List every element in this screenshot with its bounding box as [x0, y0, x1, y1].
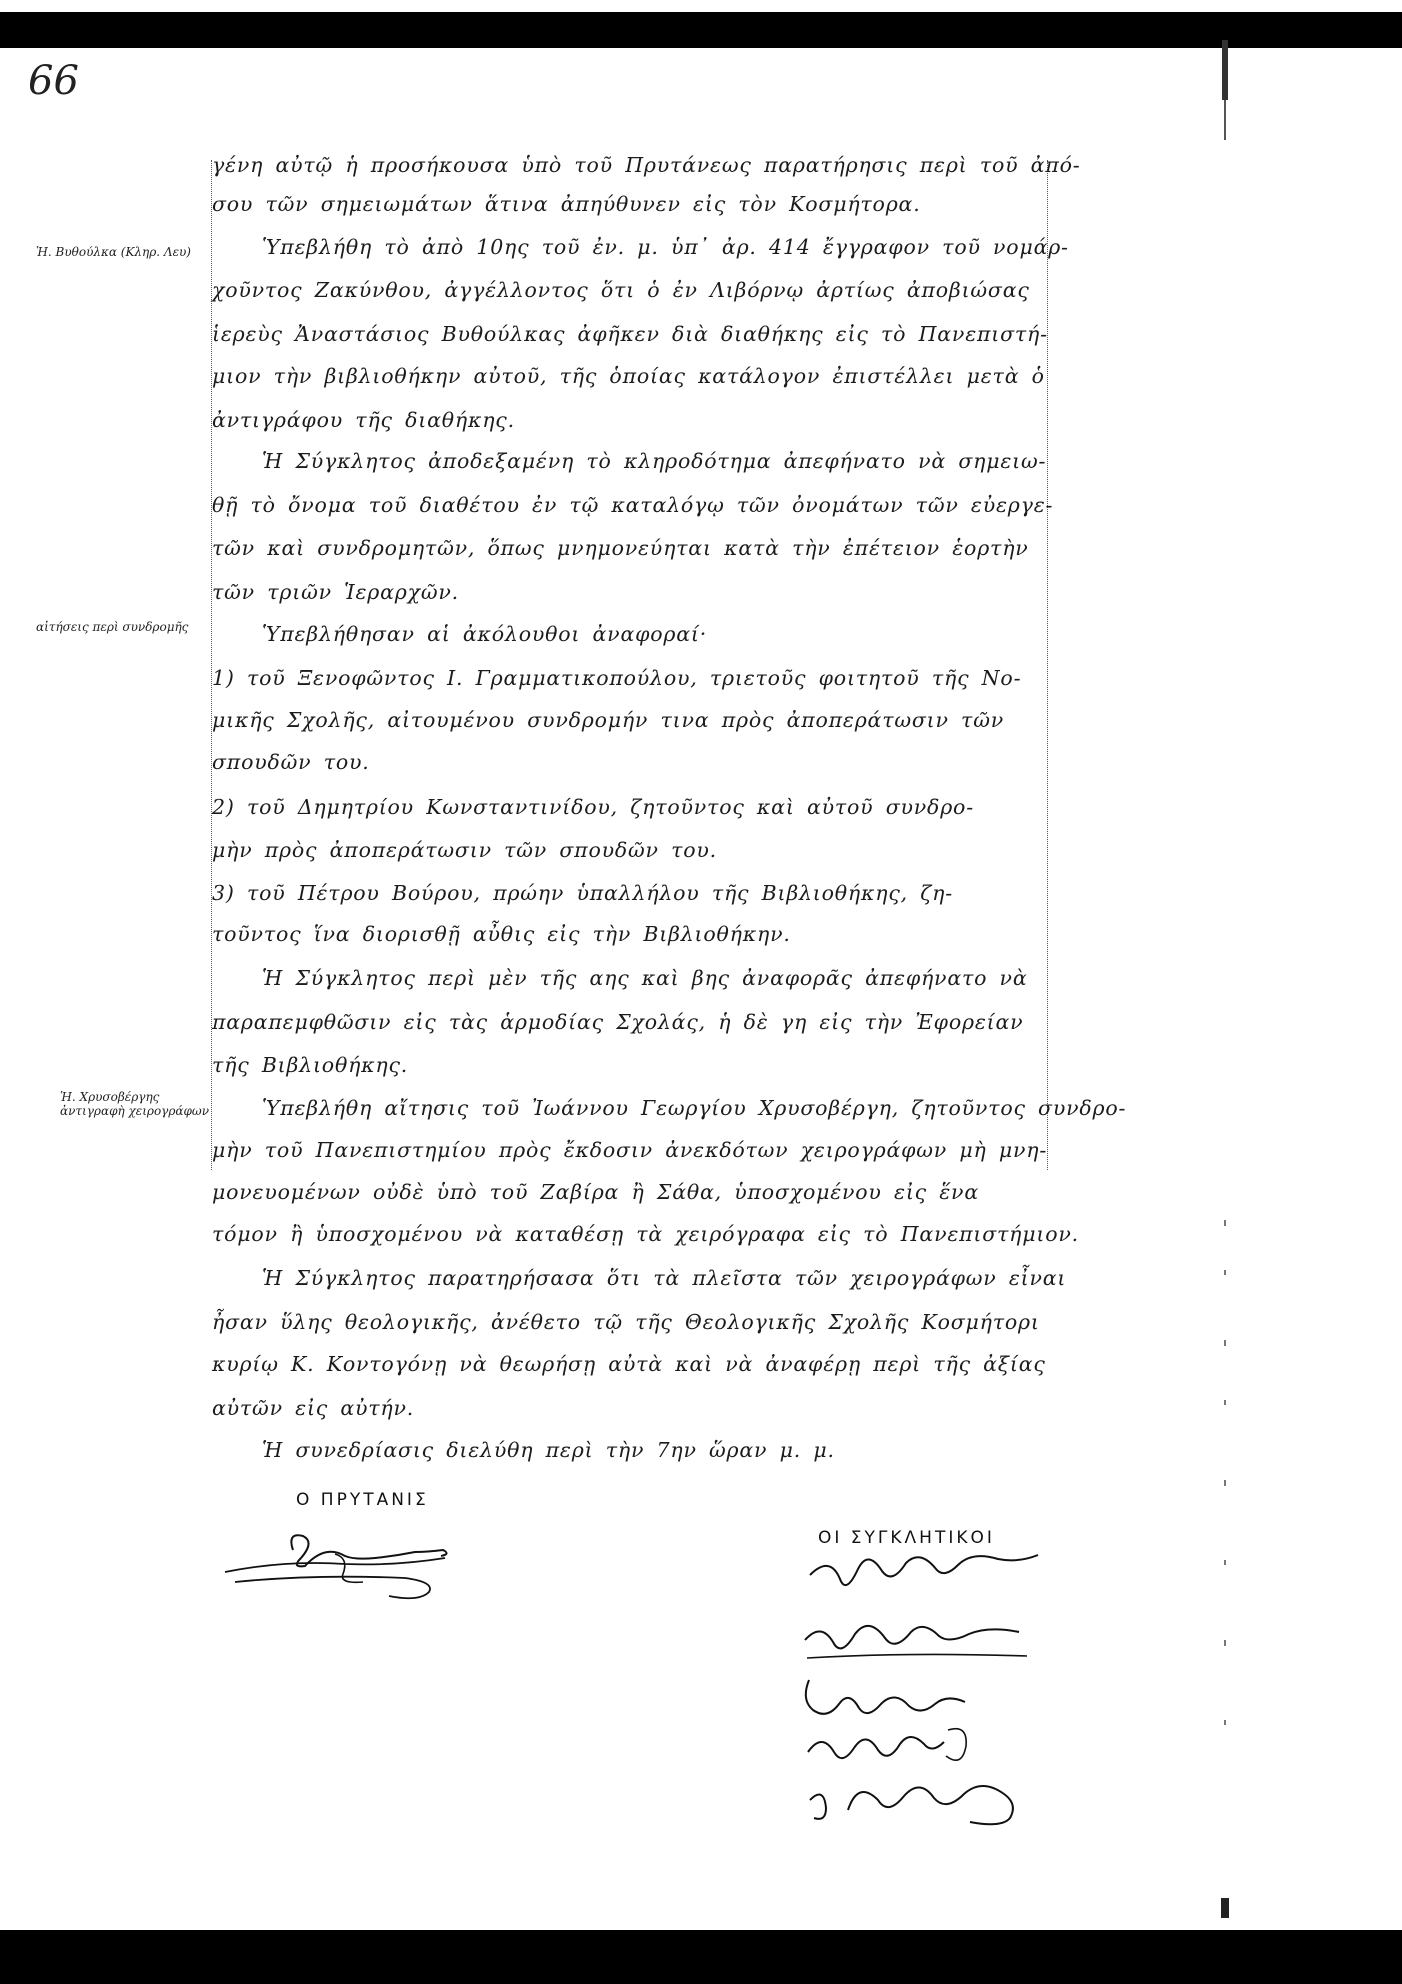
senator-signature-5 [798, 1770, 1058, 1840]
body-line: 1) τοῦ Ξενοφῶντος Ι. Γραμματικοπούλου, τριετοῦς φοιτητοῦ τῆς Νο- [212, 666, 1022, 690]
body-line: Ἡ Σύγκλητος περὶ μὲν τῆς αης καὶ βης ἀναφορᾶς ἀπεφήνατο νὰ [262, 966, 1028, 990]
body-line: γένη αὐτῷ ἡ προσήκουσα ὑπὸ τοῦ Πρυτάνεως παρατήρησις περὶ τοῦ ἀπό- [212, 153, 1081, 177]
margin-note-manuscripts: Ἡ. Χρυσοβέργης ἀντιγραφὴ χειρογράφων [60, 1090, 209, 1118]
body-line: θῇ τὸ ὄνομα τοῦ διαθέτου ἐν τῷ καταλόγῳ τῶν ὀνομάτων τῶν εὐεργε- [212, 493, 1054, 517]
body-line: σπουδῶν του. [212, 750, 370, 774]
body-line: 2) τοῦ Δημητρίου Κωνσταντινίδου, ζητοῦντος καὶ αὐτοῦ συνδρο- [212, 795, 974, 819]
body-line: παραπεμφθῶσιν εἰς τὰς ἁρμοδίας Σχολάς, ἡ δὲ γη εἰς τὴν Ἐφορείαν [212, 1010, 1024, 1034]
body-line: μὴν τοῦ Πανεπιστημίου πρὸς ἔκδοσιν ἀνεκδότων χειρογράφων μὴ μνη- [212, 1138, 1048, 1162]
body-line: Ὑπεβλήθη τὸ ἀπὸ 10ης τοῦ ἐν. μ. ὑπ᾽ ἀρ. 414 ἔγγραφον τοῦ νομάρ- [262, 235, 1069, 259]
rector-label: Ο ΠΡΥΤΑΝΙΣ [296, 1490, 429, 1510]
senator-signature-1 [800, 1545, 1060, 1615]
body-line: Ἡ συνεδρίασις διελύθη περὶ τὴν 7ην ὥραν μ. μ. [262, 1438, 835, 1462]
margin-note-petitions: αἰτήσεις περὶ συνδρομῆς [36, 620, 189, 634]
body-line: τόμον ἢ ὑποσχομένου νὰ καταθέσῃ τὰ χειρόγραφα εἰς τὸ Πανεπιστήμιον. [212, 1222, 1079, 1246]
body-line: ἀντιγράφου τῆς διαθήκης. [212, 408, 515, 432]
body-line: τῆς Βιβλιοθήκης. [212, 1053, 409, 1077]
body-line: Ὑπεβλήθη αἴτησις τοῦ Ἰωάννου Γεωργίου Χρυσοβέργη, ζητοῦντος συνδρο- [262, 1096, 1127, 1120]
scan-edge-marks [1218, 40, 1232, 1920]
right-margin-rule [1047, 160, 1049, 1170]
senator-signature-2 [795, 1610, 1055, 1680]
page-number: 66 [28, 58, 79, 104]
senators-label: ΟΙ ΣΥΓΚΛΗΤΙΚΟΙ [818, 1528, 995, 1548]
body-line: χοῦντος Ζακύνθου, ἀγγέλλοντος ὅτι ὁ ἐν Λιβόρνῳ ἀρτίως ἀποβιώσας [212, 278, 1030, 302]
top-scan-border [0, 12, 1402, 48]
margin-note-bequest: Ἡ. Βυθούλκα (Κληρ. Λευ) [36, 245, 191, 259]
rector-signature [215, 1510, 505, 1600]
body-line: τοῦντος ἵνα διορισθῇ αὖθις εἰς τὴν Βιβλιοθήκην. [212, 922, 791, 946]
body-line: Ὑπεβλήθησαν αἱ ἀκόλουθοι ἀναφοραί· [262, 622, 708, 646]
body-line: 3) τοῦ Πέτρου Βούρου, πρώην ὑπαλλήλου τῆς Βιβλιοθήκης, ζη- [212, 881, 953, 905]
body-line: Ἡ Σύγκλητος ἀποδεξαμένη τὸ κληροδότημα ἀπεφήνατο νὰ σημειω- [262, 449, 1047, 473]
body-line: μονευομένων οὐδὲ ὑπὸ τοῦ Ζαβίρα ἢ Σάθα, ὑποσχομένου εἰς ἕνα [212, 1180, 979, 1204]
body-line: μὴν πρὸς ἀποπεράτωσιν τῶν σπουδῶν του. [212, 838, 717, 862]
body-line: ἱερεὺς Ἀναστάσιος Βυθούλκας ἀφῆκεν διὰ διαθήκης εἰς τὸ Πανεπιστή- [212, 322, 1048, 346]
body-line: τῶν καὶ συνδρομητῶν, ὅπως μνημονεύηται κατὰ τὴν ἐπέτειον ἑορτὴν [212, 536, 1029, 560]
body-line: Ἡ Σύγκλητος παρατηρήσασα ὅτι τὰ πλεῖστα τῶν χειρογράφων εἶναι [262, 1266, 1067, 1290]
body-line: τῶν τριῶν Ἱεραρχῶν. [212, 580, 459, 604]
body-line: σου τῶν σημειωμάτων ἅτινα ἀπηύθυνεν εἰς τὸν Κοσμήτορα. [212, 192, 921, 216]
body-line: μιον τὴν βιβλιοθήκην αὐτοῦ, τῆς ὁποίας κατάλογον ἐπιστέλλει μετὰ ὁ [212, 364, 1045, 388]
body-line: αὐτῶν εἰς αὐτήν. [212, 1396, 415, 1420]
body-line: κυρίῳ Κ. Κοντογόνῃ νὰ θεωρήσῃ αὐτὰ καὶ νὰ ἀναφέρῃ περὶ τῆς ἀξίας [212, 1352, 1046, 1376]
body-line: μικῆς Σχολῆς, αἰτουμένου συνδρομήν τινα πρὸς ἀποπεράτωσιν τῶν [212, 708, 1004, 732]
body-line: ἦσαν ὕλης θεολογικῆς, ἀνέθετο τῷ τῆς Θεολογικῆς Σχολῆς Κοσμήτορι [212, 1310, 1040, 1334]
bottom-scan-border [0, 1930, 1402, 1984]
